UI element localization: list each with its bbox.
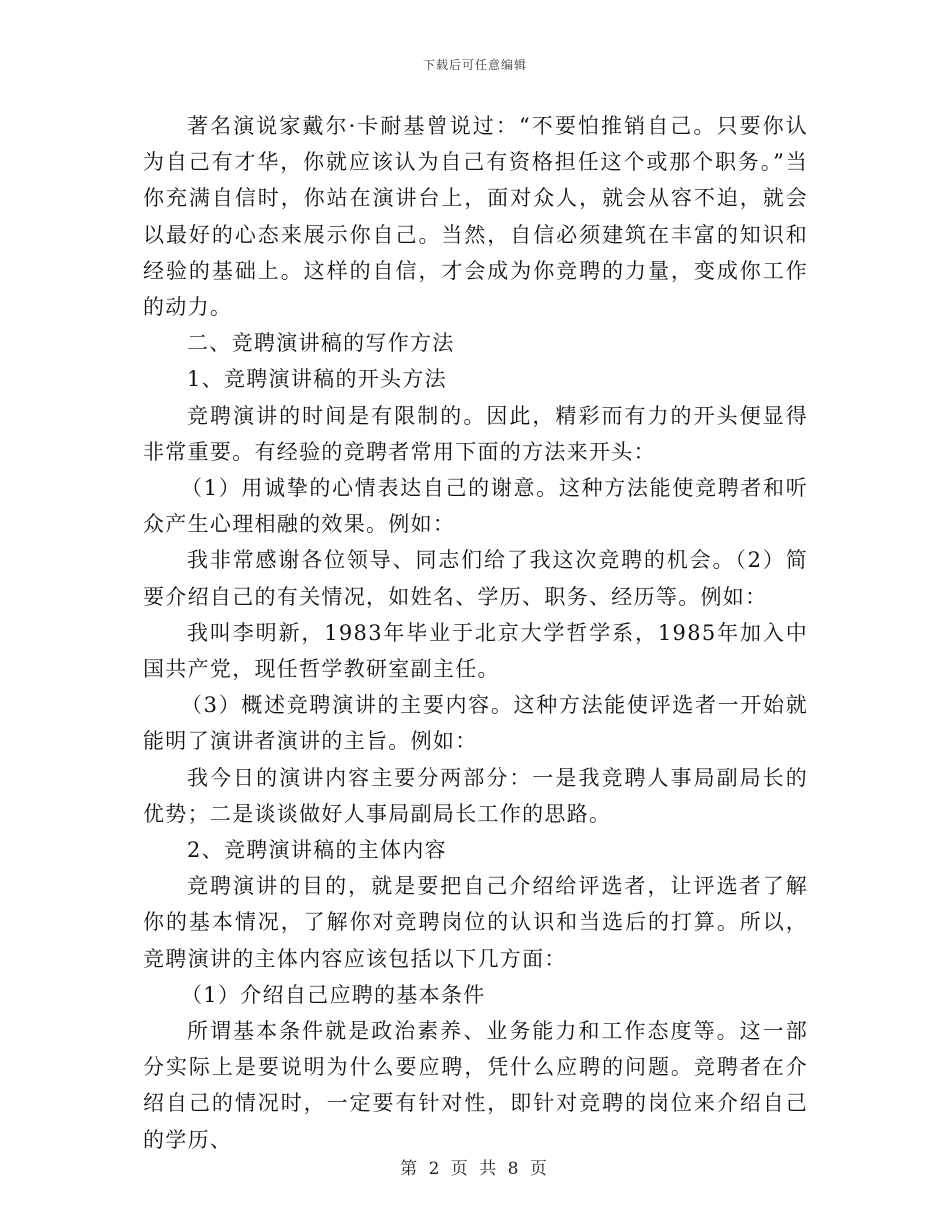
paragraph-example-content: 我今日的演讲内容主要分两部分：一是我竞聘人事局副局长的优势；二是谈谈做好人事局副局长工作的思路。: [143, 765, 808, 826]
page-footer: 第 2 页 共 8 页: [400, 1159, 550, 1179]
subheading-main-content: 2、竞聘演讲稿的主体内容: [187, 838, 447, 863]
paragraph-basic-conditions: 所谓基本条件就是政治素养、业务能力和工作态度等。这一部分实际上是要说明为什么要应聘，凭什么应聘的问题。竞聘者在介绍自己的情况时，一定要有针对性，即针对竞聘的岗位来介绍自己的学历、: [143, 1019, 808, 1152]
paragraph-method-1: （1）用诚挚的心情表达自己的谢意。这种方法能使竞聘者和听众产生心理相融的效果。例如：: [143, 476, 808, 537]
paragraph-example-thanks: 我非常感谢各位领导、同志们给了我这次竞聘的机会。（2）简要介绍自己的有关情况，如姓名、学历、职务、经历等。例如：: [143, 548, 808, 609]
subheading-opening-methods: 1、竞聘演讲稿的开头方法: [187, 367, 447, 392]
paragraph-carnegie-quote: 著名演说家戴尔·卡耐基曾说过：“不要怕推销自己。只要你认为自己有才华，你就应该认为自己有资格担任这个或那个职务。”当你充满自信时，你站在演讲台上，面对众人，就会从容不迫，就会以最好的心态来展示你自己。当然，自信必须建筑在丰富的知识和经验的基础上。这样的自信，才会成为你竞聘的力量，变成你工作的动力。: [143, 114, 808, 320]
section-heading-writing-methods: 二、竞聘演讲稿的写作方法: [187, 331, 455, 356]
page-header: 下载后可任意编辑: [422, 58, 527, 72]
subheading-basic-conditions: （1）介绍自己应聘的基本条件: [181, 982, 486, 1007]
paragraph-purpose: 竞聘演讲的目的，就是要把自己介绍给评选者，让评选者了解你的基本情况，了解你对竞聘岗位的认识和当选后的打算。所以，竞聘演讲的主体内容应该包括以下几方面：: [143, 874, 808, 971]
paragraph-method-3: （3）概述竞聘演讲的主要内容。这种方法能使评选者一开始就能明了演讲者演讲的主旨。例如：: [143, 693, 808, 754]
paragraph-example-self-intro: 我叫李明新，1983年毕业于北京大学哲学系，1985年加入中国共产党，现任哲学教研室副主任。: [143, 620, 808, 682]
document-body: [143, 108, 808, 1158]
paragraph-opening-importance: 竞聘演讲的时间是有限制的。因此，精彩而有力的开头便显得非常重要。有经验的竞聘者常用下面的方法来开头：: [143, 403, 808, 464]
